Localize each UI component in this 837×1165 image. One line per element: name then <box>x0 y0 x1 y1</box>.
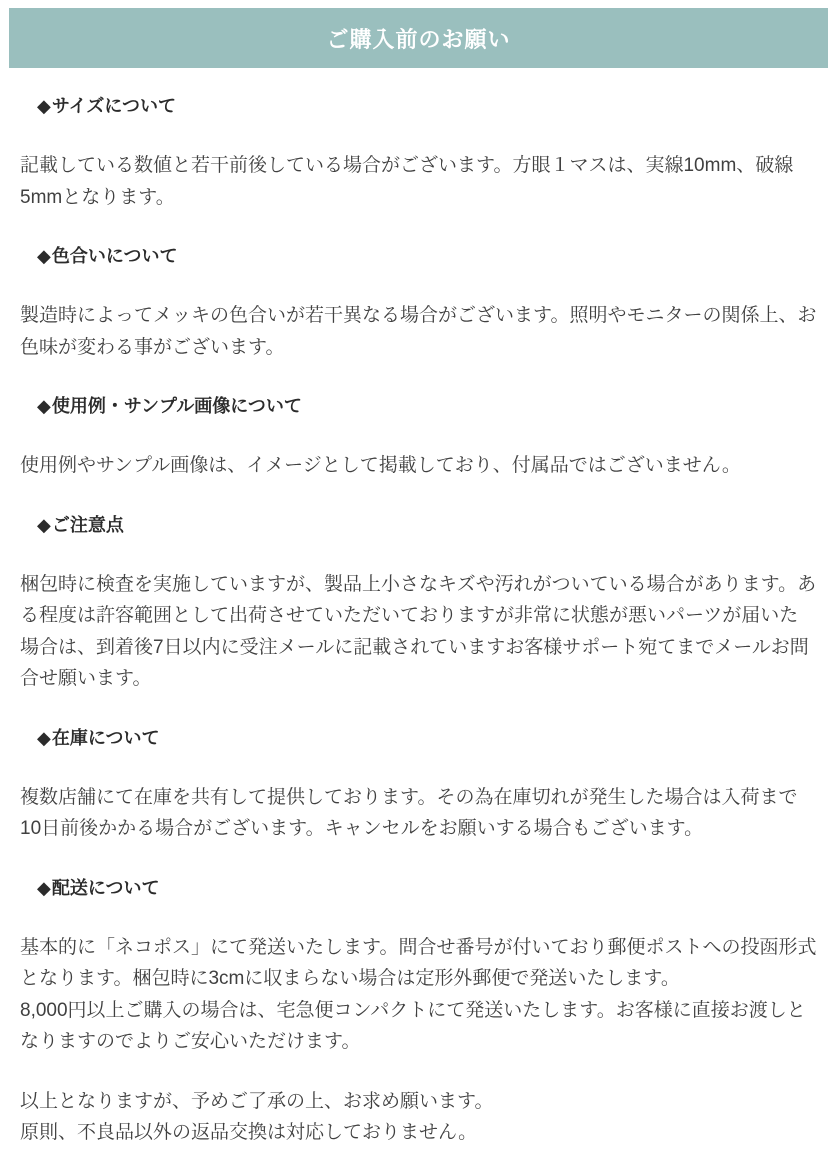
notice-section <box>20 510 817 695</box>
section-paragraph <box>20 150 817 213</box>
paragraph-line: 基本的に「ネコポス」にて発送いたします。問合せ番号が付いており郵便ポストへの投函形式となります。梱包時に3cmに収まらない場合は定形外郵便で発送いたします。 <box>20 936 817 989</box>
section-heading <box>37 391 817 422</box>
notice-section <box>20 723 817 845</box>
diamond-bullet-icon: ◆ <box>37 246 51 266</box>
section-heading-label: 配送について <box>51 877 160 898</box>
section-heading-label: ご注意点 <box>51 514 124 535</box>
section-heading-label: 在庫について <box>51 727 160 748</box>
diamond-bullet-icon: ◆ <box>37 727 51 748</box>
section-heading <box>37 241 817 272</box>
notice-content <box>0 91 837 1159</box>
section-heading <box>37 510 817 541</box>
section-paragraph <box>20 932 817 1058</box>
diamond-bullet-icon: ◆ <box>37 396 51 416</box>
section-heading <box>37 723 817 754</box>
paragraph-line: 記載している数値と若干前後している場合がございます。方眼１マスは、実線10mm、破線5mmとなります。 <box>20 155 794 208</box>
section-heading-label: 使用例・サンプル画像について <box>51 396 302 416</box>
diamond-bullet-icon: ◆ <box>37 96 51 116</box>
closing-line: 以上となりますが、予めご了承の上、お求め願います。 <box>20 1090 494 1112</box>
notice-section <box>20 91 817 213</box>
page-title-banner <box>9 8 828 68</box>
section-paragraph <box>20 300 817 363</box>
paragraph-line: 8,000円以上ご購入の場合は、宅急便コンパクトにて発送いたします。お客様に直接お渡しとなりますのでよりご安心いただけます。 <box>20 999 806 1052</box>
section-paragraph <box>20 782 817 845</box>
section-paragraph <box>20 450 817 482</box>
closing-paragraph <box>20 1086 817 1149</box>
paragraph-line: 梱包時に検査を実施していますが、製品上小さなキズや汚れがついている場合があります。ある程度は許容範囲として出荷させていただいておりますが非常に状態が悪いパーツが届いた場合は、到着後7日以内に受注メールに記載されていますお客様サポート宛てまでメールお問合せ願います。 <box>20 573 817 689</box>
section-heading <box>37 91 817 122</box>
purchase-notice-page <box>0 8 837 1159</box>
notice-section <box>20 241 817 363</box>
diamond-bullet-icon: ◆ <box>37 514 51 535</box>
section-heading <box>37 873 817 904</box>
page-title: ご購入前のお願い <box>326 26 511 52</box>
paragraph-line: 使用例やサンプル画像は、イメージとして掲載しており、付属品ではございません。 <box>20 455 741 476</box>
section-heading-label: サイズについて <box>51 96 177 116</box>
section-paragraph <box>20 569 817 695</box>
closing-line: 原則、不良品以外の返品交換は対応しておりません。 <box>20 1122 478 1143</box>
paragraph-line: 複数店舗にて在庫を共有して提供しております。その為在庫切れが発生した場合は入荷まで10日前後かかる場合がございます。キャンセルをお願いする場合もございます。 <box>20 786 798 839</box>
notice-section <box>20 873 817 1058</box>
paragraph-line: 製造時によってメッキの色合いが若干異なる場合がございます。照明やモニターの関係上、お色味が変わる事がございます。 <box>20 305 817 358</box>
section-heading-label: 色合いについて <box>51 246 178 266</box>
diamond-bullet-icon: ◆ <box>37 877 51 898</box>
notice-section <box>20 391 817 482</box>
